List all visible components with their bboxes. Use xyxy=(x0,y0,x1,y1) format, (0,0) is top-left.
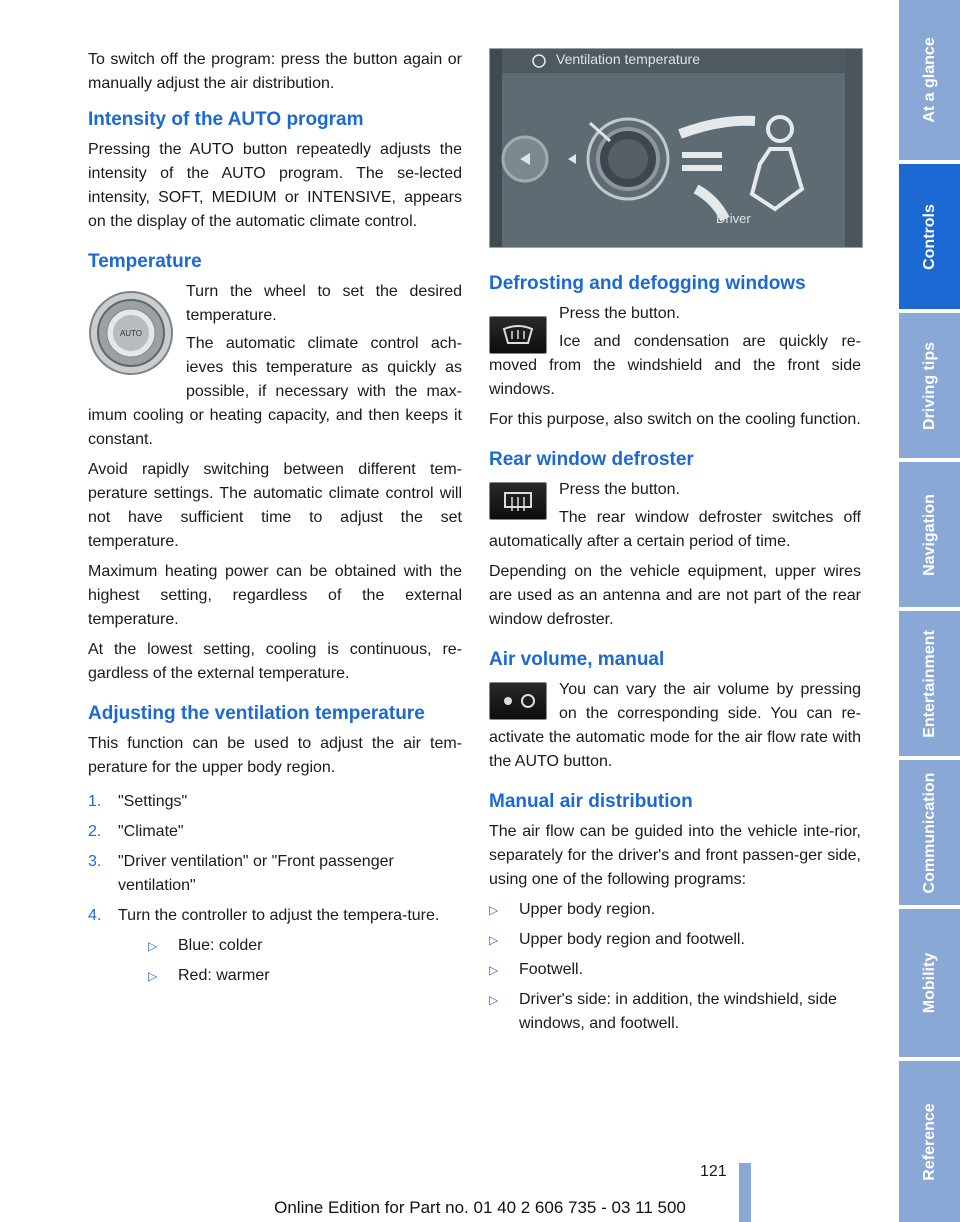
step-item: 1. "Settings" xyxy=(88,793,188,810)
rear-window-defrost-icon xyxy=(490,483,546,519)
tab-driving-tips[interactable]: Driving tips xyxy=(899,313,960,458)
distribution-item: ▷ Upper body region and footwell. xyxy=(489,931,745,948)
left-column xyxy=(88,48,462,994)
temperature-paragraph-4: Maximum heating power can be obtained with the highest setting, regardless of the external temperature. xyxy=(88,563,462,628)
step-item: 2. "Climate" xyxy=(88,823,184,840)
online-edition-footer: Online Edition for Part no. 01 40 2 606 735 - 03 11 500 xyxy=(274,1198,686,1217)
display-driver-label: Driver xyxy=(716,211,751,226)
intro-paragraph: To switch off the program: press the button again or manually adjust the air distribution. xyxy=(88,51,462,92)
sub-bullet-item: ▷ Blue: colder xyxy=(148,937,263,954)
defrost-paragraph-1: Press the button. xyxy=(559,305,680,322)
air-volume-button-image xyxy=(489,682,547,720)
temperature-paragraph-2: The automatic climate control ach-ieves this temperature as quickly as possible, if necessary with the max-imum cooling or heating capacity, and then keeps it constant. xyxy=(88,335,462,448)
fan-icon xyxy=(490,683,546,719)
defrost-heading: Defrosting and defogging windows xyxy=(489,273,806,294)
rear-defroster-paragraph-1: Press the button. xyxy=(559,481,680,498)
tab-mobility[interactable]: Mobility xyxy=(899,909,960,1057)
right-column xyxy=(489,272,861,1042)
distribution-item: ▷ Footwell. xyxy=(489,961,584,978)
defrost-paragraph-2: Ice and condensation are quickly re-moved from the windshield and the front side windows. xyxy=(489,333,861,398)
distribution-item: ▷ Driver's side: in addition, the windshield, side windows, and footwell. xyxy=(489,991,837,1032)
air-volume-heading: Air volume, manual xyxy=(489,649,665,670)
tab-controls[interactable]: Controls xyxy=(899,164,960,309)
distribution-item: ▷ Upper body region. xyxy=(489,901,656,918)
step-item: 3. "Driver ventilation" or "Front passenger ventilation" xyxy=(88,853,394,894)
steps-list xyxy=(88,790,462,988)
distribution-list xyxy=(489,898,861,1036)
temperature-paragraph-1: Turn the wheel to set the desired temperature. xyxy=(186,283,462,324)
temperature-heading: Temperature xyxy=(88,251,202,272)
step-item: 4. Turn the controller to adjust the tempera-ture. ▷ Blue: colder ▷ Red: warmer xyxy=(88,904,462,988)
temperature-paragraph-3: Avoid rapidly switching between different tem-perature settings. The automatic climate control will not have sufficient time to adjust the set temperature. xyxy=(88,461,462,550)
air-volume-paragraph: You can vary the air volume by pressing on the corresponding side. You can re-activate the automatic mode for the air flow rate with the AUTO button. xyxy=(489,681,861,770)
sub-bullet-item: ▷ Red: warmer xyxy=(148,967,270,984)
windshield-defrost-icon xyxy=(490,317,546,353)
rear-defroster-heading: Rear window defroster xyxy=(489,449,694,470)
ventilation-paragraph: This function can be used to adjust the air tem-perature for the upper body region. xyxy=(88,735,462,776)
display-title: Ventilation temperature xyxy=(556,51,700,67)
intensity-paragraph: Pressing the AUTO button repeatedly adjusts the intensity of the AUTO program. The se-lected intensity, SOFT, MEDIUM or INTENSIVE, appears on the display of the automatic climate control. xyxy=(88,141,462,230)
section-tabs xyxy=(899,0,960,1222)
tab-reference[interactable]: Reference xyxy=(899,1061,960,1222)
page-number: 121 xyxy=(700,1163,727,1180)
tab-communication[interactable]: Communication xyxy=(899,760,960,905)
manual-distribution-heading: Manual air distribution xyxy=(489,791,693,812)
ventilation-display-image xyxy=(489,48,863,248)
rear-defroster-paragraph-3: Depending on the vehicle equipment, upper wires are used as an antenna and are not part of the rear window defroster. xyxy=(489,563,861,628)
temperature-paragraph-5: At the lowest setting, cooling is continuous, re-gardless of the external temperature. xyxy=(88,641,462,682)
rear-defroster-button-image xyxy=(489,482,547,520)
intensity-heading: Intensity of the AUTO program xyxy=(88,109,364,130)
knob-auto-label: AUTO xyxy=(119,329,143,338)
defrost-paragraph-3: For this purpose, also switch on the cooling function. xyxy=(489,411,861,428)
temperature-knob-image xyxy=(88,290,174,384)
manual-distribution-paragraph: The air flow can be guided into the vehicle inte-rior, separately for the driver's and front passen-ger side, using one of the following programs: xyxy=(489,823,861,888)
defrost-button-image xyxy=(489,316,547,354)
tab-at-a-glance[interactable]: At a glance xyxy=(899,0,960,160)
tab-navigation[interactable]: Navigation xyxy=(899,462,960,607)
ventilation-heading: Adjusting the ventilation temperature xyxy=(88,703,425,724)
sub-bullet-list xyxy=(118,934,462,988)
tab-entertainment[interactable]: Entertainment xyxy=(899,611,960,756)
rear-defroster-paragraph-2: The rear window defroster switches off automatically after a certain period of time. xyxy=(489,509,861,550)
